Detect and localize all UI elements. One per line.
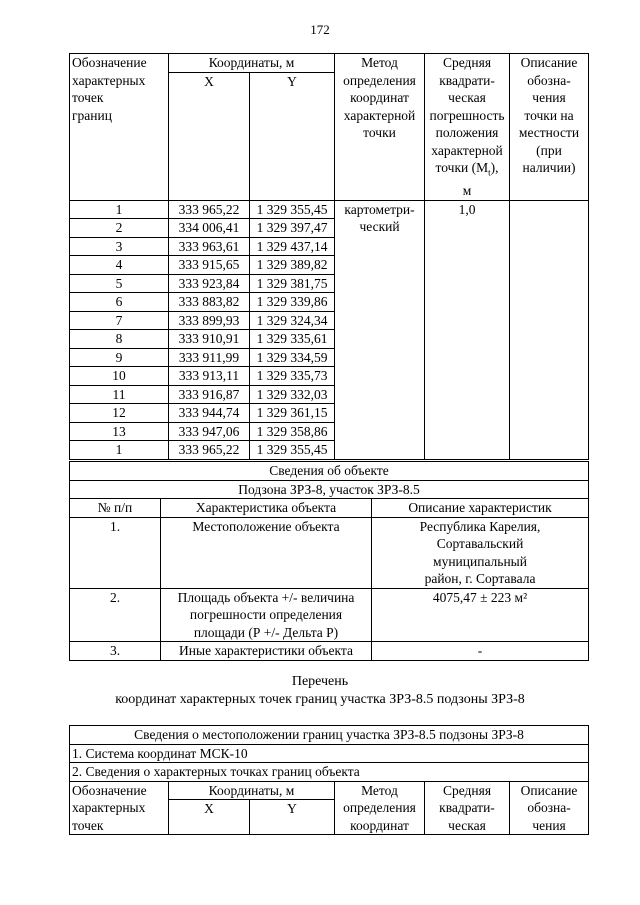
coord-y: 1 329 335,73 — [250, 367, 335, 386]
point-number: 8 — [70, 330, 169, 349]
header-method — [335, 54, 425, 201]
cell-line: границ — [72, 107, 112, 123]
col-char-header: Характеристика объекта — [161, 499, 372, 518]
cell-line: (при — [536, 142, 562, 158]
point-number: 7 — [70, 311, 169, 330]
point-number: 9 — [70, 348, 169, 367]
cell-line: муниципальный — [433, 553, 527, 569]
characteristic — [161, 642, 372, 661]
point-number: 1 — [70, 200, 169, 219]
header-point-designation — [70, 54, 169, 201]
coord-x: 333 899,93 — [169, 311, 250, 330]
cell-line: координат — [350, 90, 409, 105]
cell-line: Республика Карелия, — [419, 518, 541, 534]
coord-y: 1 329 324,34 — [250, 311, 335, 330]
point-number: 2 — [70, 219, 169, 238]
cell-line: местности — [518, 125, 580, 140]
coord-y: 1 329 339,86 — [250, 293, 335, 312]
cell-line: Площадь объекта +/- величина — [177, 589, 355, 605]
cell-line: площади (Р +/- Дельта Р) — [193, 624, 339, 640]
cell-line: характерной — [343, 107, 416, 123]
cell-line: чения — [532, 90, 566, 105]
cell-line: координат — [350, 817, 409, 833]
cell-line: Метод — [361, 55, 398, 70]
list-heading-subtitle: координат характерных точек границ участка ЗРЗ-8.5 подзоны ЗРЗ-8 — [115, 692, 525, 707]
coord-y: 1 329 335,61 — [250, 330, 335, 349]
coord-y: 1 329 332,03 — [250, 385, 335, 404]
object-info-title: Сведения об объекте — [70, 462, 589, 481]
coord-x: 333 916,87 — [169, 385, 250, 404]
cell-line: Описание — [520, 782, 578, 798]
coord-y: 1 329 358,86 — [250, 422, 335, 441]
table-row — [70, 200, 589, 219]
coord-x: 333 965,22 — [169, 200, 250, 219]
method-value — [335, 200, 425, 459]
cell-line: точки на — [524, 107, 574, 123]
cell-line: Местоположение объекта — [192, 518, 340, 534]
header-description — [510, 54, 589, 201]
point-number: 11 — [70, 385, 169, 404]
coord-x: 333 965,22 — [169, 441, 250, 460]
point-number: 3 — [70, 237, 169, 256]
table-row — [70, 588, 589, 642]
coord-y: 1 329 397,47 — [250, 219, 335, 238]
point-number: 5 — [70, 274, 169, 293]
boundary-info-title: Сведения о местоположении границ участка ЗРЗ-8.5 подзоны ЗРЗ-8 — [70, 726, 589, 745]
coord-x: 333 910,91 — [169, 330, 250, 349]
error-value: 1,0 — [425, 200, 510, 459]
col-desc-header: Описание характеристик — [372, 499, 589, 518]
header-description — [510, 781, 589, 835]
cell-line: точек — [72, 817, 104, 833]
header-coordinates: Координаты, м — [169, 781, 335, 800]
cell-line: Обозначение — [72, 782, 147, 798]
characteristic-description — [372, 588, 589, 642]
characteristic — [161, 588, 372, 642]
cell-line: определения — [343, 72, 416, 88]
point-number: 13 — [70, 422, 169, 441]
point-number: 10 — [70, 367, 169, 386]
row-number: 2. — [70, 588, 161, 642]
point-number: 6 — [70, 293, 169, 312]
coord-y: 1 329 381,75 — [250, 274, 335, 293]
cell-line: погрешности определения — [189, 607, 343, 622]
list-heading: Перечень — [291, 674, 349, 689]
object-info-subtitle: Подзона ЗРЗ-8, участок ЗРЗ-8.5 — [70, 480, 589, 499]
cell-line: Метод — [361, 782, 398, 798]
cell-line: ческая — [448, 817, 486, 833]
coord-x: 334 006,41 — [169, 219, 250, 238]
points-info-row: 2. Сведения о характерных точках границ объекта — [70, 763, 589, 782]
cell-line: Иные характеристики объекта — [179, 643, 353, 658]
coord-y: 1 329 437,14 — [250, 237, 335, 256]
cell-line: 4075,47 ± 223 м² — [432, 589, 528, 605]
coord-x: 333 913,11 — [169, 367, 250, 386]
cell-line: точки — [363, 125, 396, 140]
table-row — [70, 642, 589, 661]
header-y: Y — [250, 800, 335, 835]
cell-line: наличии) — [522, 160, 576, 175]
coord-x: 333 883,82 — [169, 293, 250, 312]
point-number: 1 — [70, 441, 169, 460]
coord-x: 333 963,61 — [169, 237, 250, 256]
coord-y: 1 329 361,15 — [250, 404, 335, 423]
cell-line: обозна- — [527, 72, 571, 88]
coord-x: 333 915,65 — [169, 256, 250, 275]
cell-line: чения — [532, 817, 566, 833]
coordinates-table — [69, 53, 589, 460]
cell-line: - — [477, 643, 483, 658]
description-value — [510, 200, 589, 459]
coord-y: 1 329 334,59 — [250, 348, 335, 367]
cell-line: Обозначение — [72, 55, 147, 70]
cell-line: картометри- — [344, 201, 415, 217]
col-num-header: № п/п — [70, 499, 161, 518]
header-error — [425, 781, 510, 835]
coord-x: 333 947,06 — [169, 422, 250, 441]
header-method — [335, 781, 425, 835]
boundary-info-table — [69, 725, 589, 835]
header-x: X — [169, 800, 250, 835]
cell-line: Сортавальский — [436, 536, 524, 551]
header-error: Средняя квадрати- ческая погрешность положения характерной точки $(M_t)$, м — [425, 54, 510, 201]
header-x: X — [169, 73, 250, 200]
cell-line: обозна- — [527, 800, 571, 815]
characteristic-description — [372, 642, 589, 661]
header-y: Y — [250, 73, 335, 200]
characteristic-description — [372, 517, 589, 588]
cell-line: характерных — [72, 72, 146, 88]
coord-x: 333 944,74 — [169, 404, 250, 423]
header-coordinates: Координаты, м — [169, 54, 335, 73]
cell-line: район, г. Сортавала — [424, 571, 536, 586]
coord-x: 333 923,84 — [169, 274, 250, 293]
page-number: 172 — [310, 22, 330, 37]
coordinate-system-row: 1. Система координат МСК-10 — [70, 744, 589, 763]
cell-line: Средняя — [442, 782, 492, 798]
cell-line: Описание — [520, 55, 578, 70]
header-point-designation — [70, 781, 169, 835]
cell-line: ческий — [359, 219, 400, 235]
coord-y: 1 329 389,82 — [250, 256, 335, 275]
characteristic — [161, 517, 372, 588]
table-row — [70, 517, 589, 588]
cell-line: характерных — [72, 800, 146, 815]
coord-y: 1 329 355,45 — [250, 441, 335, 460]
row-number: 1. — [70, 517, 161, 588]
point-number: 4 — [70, 256, 169, 275]
row-number: 3. — [70, 642, 161, 661]
point-number: 12 — [70, 404, 169, 423]
cell-line: точек — [72, 90, 104, 105]
cell-line: квадрати- — [439, 800, 495, 815]
object-info-table — [69, 461, 589, 661]
coord-y: 1 329 355,45 — [250, 200, 335, 219]
cell-line: определения — [343, 800, 416, 815]
coord-x: 333 911,99 — [169, 348, 250, 367]
